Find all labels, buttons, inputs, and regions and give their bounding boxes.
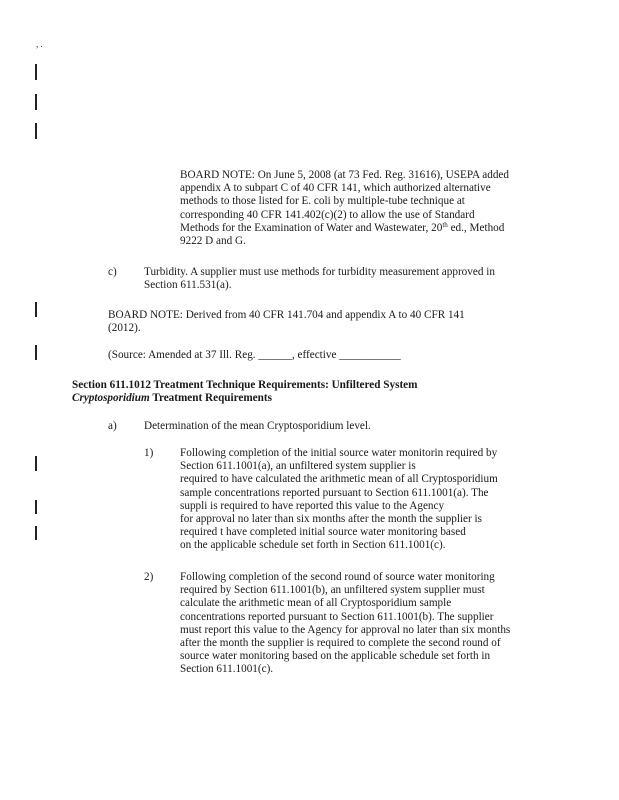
page-corner-mark: , . (36, 39, 43, 49)
text-line: Following completion of the initial source water monitorin required by (180, 447, 498, 459)
text-line: Section 611.531(a). (144, 279, 232, 292)
text-line: BOARD NOTE: On June 5, 2008 (at 73 Fed. Reg. 31616), USEPA added (180, 169, 509, 181)
text-line: Section 611.1001(c). (180, 663, 274, 676)
text-line: Following completion of the second round of source water monitoring (180, 571, 495, 583)
text-line: must report this value to the Agency for approval no later than six months (180, 623, 511, 636)
text-line: required by Section 611.1001(b), an unfiltered system supplier must (180, 584, 485, 597)
text-line: (2012). (108, 322, 141, 335)
item-label-2: 2) (144, 571, 154, 583)
text-line: concentrations reported pursuant to Section 611.1001(b). The supplier (180, 610, 494, 623)
item-label-a: a) (108, 420, 117, 432)
text-line: calculate the arithmetic mean of all Cryptosporidium sample (180, 597, 452, 610)
item-c-turbidity (144, 266, 495, 292)
text-segment: Methods for the Examination of Water and Wastewater, 20 (180, 221, 443, 234)
text-line (180, 222, 509, 235)
item-label-1: 1) (144, 447, 154, 459)
change-bar (35, 500, 37, 514)
text-line: methods to those listed for E. coli by multiple-tube technique at (180, 195, 465, 208)
board-note-derived (108, 309, 465, 335)
text-line: after the month the supplier is required to complete the second round of (180, 637, 501, 650)
text-line: corresponding 40 CFR 141.402(c)(2) to allow the use of Standard (180, 208, 475, 221)
text-line: (Source: Amended at 37 Ill. Reg. ______, effective ___________ (108, 349, 401, 361)
change-bar (35, 94, 37, 110)
board-note-ecoli (180, 169, 509, 248)
text-line: BOARD NOTE: Derived from 40 CFR 141.704 and appendix A to 40 CFR 141 (108, 309, 465, 321)
change-bar (35, 123, 37, 139)
item-label-c: c) (108, 266, 117, 278)
change-bar (35, 456, 37, 471)
text-segment: ed., Method (447, 221, 505, 234)
text-line: suppli is required to have reported this value to the Agency (180, 499, 445, 512)
text-line: for approval no later than six months after the month the supplier is (180, 513, 482, 526)
item-1-paragraph (180, 447, 498, 553)
text-line: on the applicable schedule set forth in Section 611.1001(c). (180, 539, 446, 552)
text-line: required t have completed initial source water monitoring based (180, 526, 466, 539)
source-note (108, 349, 401, 362)
item-2-paragraph (180, 571, 510, 677)
item-a-text (144, 420, 371, 433)
change-bar (35, 345, 37, 360)
text-line: Section 611.1001(a), an unfiltered system supplier is (180, 460, 416, 473)
text-line: 9222 D and G. (180, 235, 246, 248)
heading-line (72, 392, 417, 405)
text-line: sample concentrations reported pursuant to Section 611.1001(a). The (180, 486, 489, 499)
text-line: source water monitoring based on the applicable schedule set forth in (180, 650, 491, 663)
superscript: th (442, 220, 448, 229)
text-line: required to have calculated the arithmetic mean of all Cryptosporidium (180, 473, 498, 486)
text-line: Turbidity. A supplier must use methods for turbidity measurement approved in (144, 266, 495, 278)
heading-italic: Cryptosporidium (72, 392, 150, 405)
heading-line: Section 611.1012 Treatment Technique Requirements: Unfiltered System (72, 379, 418, 391)
change-bar (35, 302, 37, 317)
change-bar (35, 526, 37, 540)
change-bar (35, 64, 37, 80)
text-line: appendix A to subpart C of 40 CFR 141, which authorized alternative (180, 182, 491, 195)
heading-rest: Treatment Requirements (149, 392, 272, 405)
section-heading (72, 379, 417, 405)
text-line: Determination of the mean Cryptosporidium level. (144, 420, 371, 432)
